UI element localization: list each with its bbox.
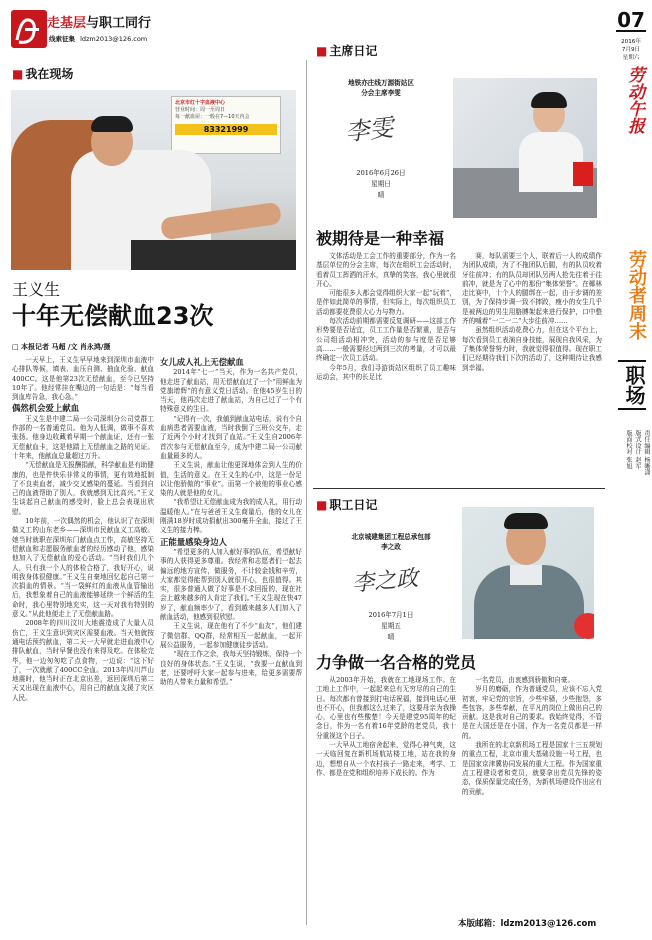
blood-donation-photo (11, 90, 296, 270)
donor-trousers (131, 240, 296, 270)
article-para: 王义生说，献血让他更深地体会到人生的价值，生活的意义。在王义生的心中，这是一份足以让他骄傲的“事业”。而第一个被他的事业心感染的人就是他的女儿。 (160, 461, 302, 498)
diary1-col-2 (462, 252, 602, 477)
article-para: 岁月的磨砺，作为普通党员，应该不忘入党初衷，牢记党的宗旨，少些牢骚，少些抱怨，多些包容，多些奉献，在平凡的岗位上做出自己的贡献。这是我对自己的要求。我始终觉得，不管是在大国还是在小国，作为一名党员都是一样的。 (462, 685, 602, 740)
diary2-portrait (462, 507, 594, 639)
sign-time: 每一献血屋：一般在7—10天内会 (175, 114, 250, 120)
sidebar-section-name: 职场 (618, 360, 646, 410)
article-para: 赛，每队需要三个人，联着后一人的成绩作为团队成绩，为了不拖团队后腿，有的队员咬着牙往前冲；有的队员却团队另两人抢先往着于往前冲，就是为了心中的那份“集体荣誉”。在椰林走比赛中，十个人的腿绑在一起，由于步调的差别，为了保持步调一致不摔跤，瘦小的女生几乎是被两边的男生用胳膊架起来进行保护，口中整齐的喊着“一二一二”大步往前冲…… (462, 252, 602, 326)
article-para: 2014年“七一”当天，作为一名共产党员，他走进了献血站，用无偿献血过了一个“用鲜血为党旗增辉”的有意义党日活动。在他45岁生日的当天，他再次走进了献血站，为自己过了一个有特殊意义的生日。 (160, 368, 302, 414)
article-para: “记得有一次，我値到献血站电话，说有个自血病患者需要血液，当时我倒了三班公交车，走了近两个小时才找到了血站。”王义生自2006年首次参与无偿献血至今，成为中建二局一公司献血量最多的人。 (160, 414, 302, 460)
portrait-collar (510, 565, 542, 585)
portrait-armband (573, 162, 593, 186)
diary1-title: 被期待是一种幸福 (316, 229, 445, 248)
article-para: 王义生说，现在他有了不少“血友”，他们建了微信群、QQ群，经常相互一起献血，一起开展公益服务，一起参加健康徒步活动。 (160, 622, 302, 649)
diary2-weekday: 星期五 (381, 622, 401, 630)
logo-text-1: 走基层 (47, 16, 87, 31)
column-logo (11, 10, 152, 50)
diary1-signature: 李雯 (343, 113, 395, 147)
sidebar-column-name: 劳动者周末 (626, 250, 647, 340)
article-para: 虽然组织活动花费心力，但在这个平台上，每次看到员工表演自身技能，展现自我风采，为了集体荣誉努力时，我就觉得很值得。现在职工们已经期待我们下次的活动了，这种期待让我感到幸福。 (462, 326, 602, 372)
subheading: 正能量感染身边人 (160, 536, 227, 547)
diary1-portrait (453, 78, 597, 218)
section-divider (313, 488, 605, 489)
footer-email (458, 917, 596, 929)
portrait-hair (531, 92, 567, 108)
article-para: 一大早从工地宿舍起来，觉得心神气爽，这一天临回复在新机场航站楼工地，站在我的身边，想想自从一个农村孩子一路走来，考学、工作、都是在党和组织培养下成长的。作为 (316, 741, 456, 777)
article-para: 10年前，一次偶然的机会，他认识了在深圳做义工的山东老乡——深圳市民献血义工高敏。她当时就职在深圳东门献血点工作，高敏坚持无偿献血和志愿服务献血者的经历感动了他，感染他加入了无偿献血的爱心活动。“当时我们几个人，只有我一个人的体检合格了，我好开心，说明我身体很健康。”王义生自豪地回忆起自己第一次捐血的情景。“当一袋鲜红的血液从血管输出后，我想象着自己的血液能够延续一个鲜活的生命时，我心里特别地充实，这一天对我有特别的意义。”从此他便走上了无偿献血路。 (12, 517, 154, 619)
donor-hair (91, 116, 133, 132)
article-para: “希望更多的人加入献好事的队伍，希望献好事的人获得更多尊重。我经常和志愿者们一起去偏远的地方宣传，做服务，不计较金钱和辛劳，大家都觉得能帮到别人就很开心，也很值得。其实，很多普通人做了好事是不求回报的，现在社会上越来越多的人肯定了我们。”王义生现在快47岁了，献血频率少了，看到越来越多人们加入了献血活动，他感到很欣慰。 (160, 547, 302, 622)
article-para: 今年5月，我们寻游街站区组织了员工趣味运动会，其中的长足比 (316, 363, 456, 381)
article-para: 可能很多人都会觉得组织大家一起“玩着”，是伴如此简单的事情，但实际上，每次组织员工活动都要花费很大心力与物力。 (316, 289, 456, 316)
subheading: 女儿成人礼上无偿献血 (160, 357, 244, 367)
diary1-author (316, 78, 446, 98)
credit-editor: 责任编辑 杨晰潇 (643, 430, 650, 476)
diary1-author-org: 地铁亦庄线万源街站区 (348, 79, 414, 87)
diary1-author-name: 分会主席李雯 (361, 89, 401, 97)
sign-hours: 营业时间：周一至周日 (175, 107, 226, 113)
diary2-col-1 (316, 676, 456, 906)
diary2-date: 2016年7月1日 (368, 611, 414, 619)
article-para: 从2003年开始，我就在工地现场工作。在工地上工作中，一起起来总有无穷尽的自己的生日。每次都有曾接到打电话祝福，接到电话心里也不开心，但我都这么过来了，这要母亲为我操心，心里也有些酸楚！今天是建党95周年的纪念日，作为一名有着16年党龄的老党员，我十分重视这个日子。 (316, 676, 456, 740)
sign-title: 北京市红十字血液中心 (175, 100, 226, 106)
article-col-1 (12, 356, 154, 926)
diary2-weather: 晴 (387, 633, 395, 641)
article-col-2 (160, 356, 302, 926)
diary1-date-block (316, 168, 446, 201)
article-para: 一天早上，王义生早早地来到深圳市血液中心排队等候，填表、血压自测、抽血化验、献血400CC。这是他第23次无偿献血，至今已坚持10年了。他经常挂在嘴边的一句话是：“每当看到血库告急，我心急。” (12, 356, 154, 402)
portrait-hair (504, 513, 548, 529)
article-para: 我所在的北京新机场工程是国家十三五规划的重点工程，北京市重大基础设施一号工程，也是国家京津冀协同发展的重大工程。作为国家重点工程建设者和党员，就要拿出党员先锋的姿态，保质保量完成任务，为新机场建设作出应有的贡献。 (462, 741, 602, 796)
donation-sign (171, 96, 281, 154)
diary2-date-block (316, 610, 466, 643)
section-label-chair-diary: ■ 主席日记 (316, 42, 377, 59)
person-name: 王义生 (12, 280, 61, 299)
diary1-weather: 晴 (377, 191, 385, 199)
section-label-scene: ■ 我在现场 (12, 65, 73, 82)
credit-design: 版式设计 赵军 (634, 430, 641, 470)
article-para: 王义生是中建二局一公司深圳分公司党群工作部的一名普通党员。他为人低调，做事不喜欢张扬。他身边收藏着早期一个献血证，还有一张无偿献血卡，这是他踏上无偿献血之路的见证。十年来，他献血总量超过万升。 (12, 414, 154, 460)
footer-email-address: ldzm2013@126.com (500, 919, 597, 929)
credit-proof: 版面校对 张旭 (625, 430, 632, 470)
byline: □ 本报记者 马超 /文 肖永鸿/摄 (12, 343, 111, 351)
section-label-worker-diary: ■ 职工日记 (316, 496, 377, 513)
article-para: “现在工作之余，我每天坚持锻炼，保持一个良好的身体状态。”王义生说，“我要一直献血到老，还要呼吁大家一起参与进来，给更多需要帮助的人带来力量和希望。” (160, 650, 302, 687)
diary2-author-org: 北京城建集团工程总承包部 (351, 533, 431, 541)
diary1-weekday: 星期日 (371, 180, 391, 188)
logo-text-2: 与职工同行 (86, 16, 152, 31)
column-divider (306, 60, 307, 925)
diary1-date: 2016年6月26日 (356, 169, 406, 177)
page-date: 2016年 7月9日 星期六 (621, 39, 641, 61)
diary2-signature: 李之政 (351, 566, 420, 597)
article-para: 2008年的四川汶川大地震造成了大量人员伤亡，王义生意识到灾区需要血液。当天他就按通电话预约献血，第二天一大早就走进血液中心排队献血，当时早餐也没有来得及吃。在体检完毕，他一边匆匆吃了点食物，一边说：“这下好了，一次就献了400CC全血。2013年四川芦山地震时，他当时正在北京出差，返回深圳后第二天又出现在血液中心，用自己的献血支援了灾区人民。 (12, 619, 154, 702)
logo-subline: 线索征集 (49, 35, 75, 43)
article-para: “无偿献血是无报酬捐献，科学献血是有助健康的，也是件快乐非常义的事情，更有效地抵制了不良卖血者，减少交叉感染的蔓延。当看到自己的血液帮助了别人，我就感到无比高兴。”王义生谈起自己献血的感受时，脸上总会表现出欣慰。 (12, 461, 154, 516)
article-para: 一名党员，由衷感到骄傲和自豪。 (475, 676, 575, 684)
footer-email-label: 本版邮箱： (458, 919, 501, 929)
article-para: 每次活动前期都需要反复调研——这部工作形势要是否适宜，员工工作量是否繁重，是否与公司组活动相冲突，活动的参与度是否足够高……一般需要经过两到三次的考量，才可以最终确定一次员工活动。 (316, 317, 456, 363)
page-number: 07 (617, 8, 645, 32)
masthead: 劳动午报 (624, 66, 644, 134)
diary2-col-2 (462, 676, 602, 906)
diary2-title: 力争做一名合格的党员 (316, 653, 477, 672)
diary1-col-1 (316, 252, 456, 477)
subheading: 偶然机会爱上献血 (12, 403, 79, 414)
diary2-author-name: 李之政 (381, 543, 401, 551)
diary2-author (316, 532, 466, 552)
article-para: 文体活动是工会工作的重要部分，作为一名基层单位的分会主席，每次在组织工会活动时，看着员工挥洒的汗水，真挚的笑容，我心里就很开心。 (316, 252, 456, 288)
article-para: “我希望让无偿献血成为我的成人礼，用行动温暖他人。”在与爸爸王义生商量后，他的女儿在刚满18岁时成功捐献出300毫升全血，接过了王义生的接力棒。 (160, 498, 302, 535)
logo-email: ldzm2013@126.com (80, 35, 148, 43)
portrait-helmet (574, 613, 594, 639)
sign-phone: 83321999 (175, 124, 277, 135)
main-headline: 十年无偿献血23次 (12, 302, 214, 330)
sidebar-credits (611, 430, 651, 520)
logo-emblem (11, 10, 47, 48)
